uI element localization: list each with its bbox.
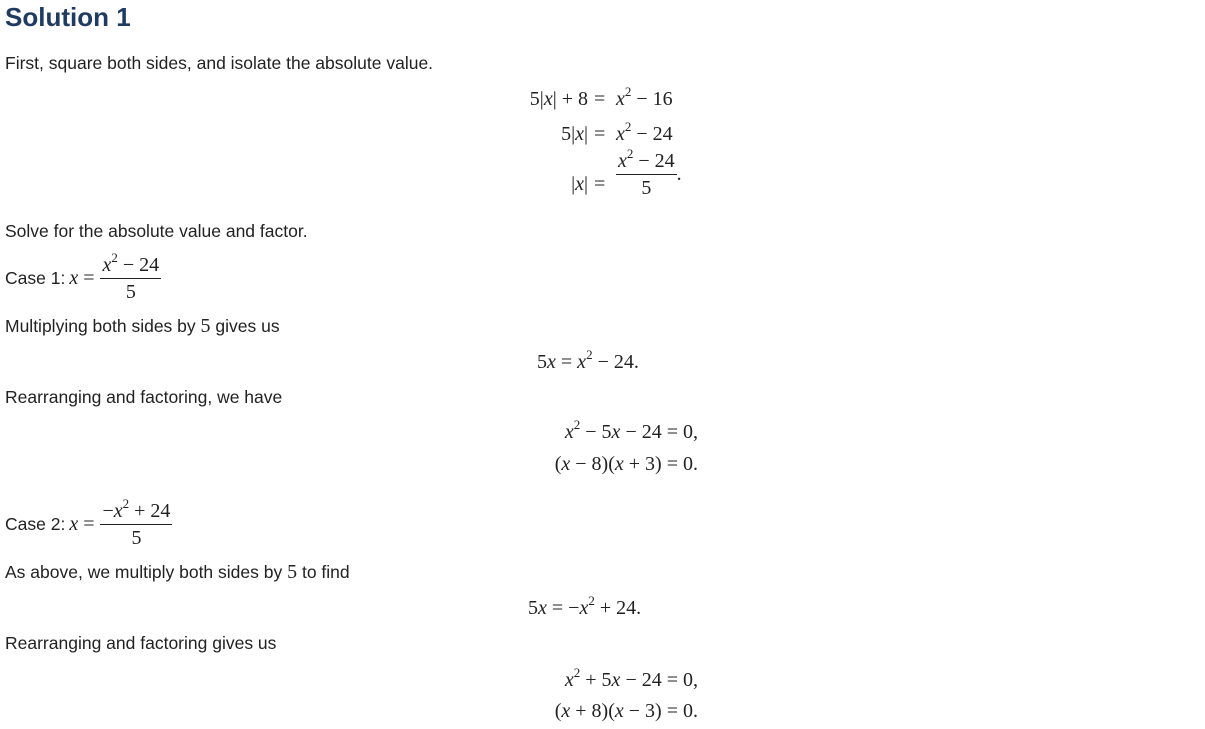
equation-3-line-1: $x^2 - 5x - 24 = 0$, bbox=[564, 417, 698, 443]
case-1-numerator: $x^2 - 24$ bbox=[102, 250, 160, 276]
eq1-line1-lhs: 5|x| + 8 bbox=[529, 88, 588, 110]
equation-4: $5x = -x^2 + 24$. bbox=[528, 593, 642, 619]
paragraph-as-above-text-b: to find bbox=[297, 562, 350, 582]
paragraph-multiply-text-b: gives us bbox=[210, 316, 280, 336]
paragraph-as-above bbox=[5, 561, 350, 583]
solution-title: Solution 1 bbox=[5, 2, 131, 32]
equation-3-line-2: (x − 8)(x + 3) = 0. bbox=[554, 453, 698, 475]
intro-paragraph: First, square both sides, and isolate the absolute value. bbox=[5, 53, 434, 73]
eq1-line2-lhs: 5|x| bbox=[561, 123, 588, 145]
paragraph-solve: Solve for the absolute value and factor. bbox=[5, 221, 308, 241]
case-1-var: x = bbox=[69, 267, 95, 289]
equation-2: $5x = x^2 - 24$. bbox=[537, 347, 639, 373]
case-2 bbox=[5, 498, 172, 551]
case-1 bbox=[5, 252, 161, 305]
equation-5-line-2: (x + 8)(x − 3) = 0. bbox=[554, 700, 698, 722]
case-2-var: x = bbox=[69, 513, 95, 535]
case-1-denominator: 5 bbox=[100, 278, 161, 305]
case-1-label: Case 1: bbox=[5, 268, 66, 288]
eq1-line1-eq: = bbox=[594, 88, 606, 110]
eq1-line1-rhs: $x^2 - 16$ bbox=[616, 84, 673, 110]
eq1-fraction-numerator: $x^2 - 24$ bbox=[618, 146, 675, 172]
eq1-line3-eq: = bbox=[594, 173, 606, 195]
eq1-line2-rhs: $x^2 - 24$ bbox=[616, 119, 673, 145]
case-2-numerator: $-x^2 + 24$ bbox=[102, 496, 171, 522]
case-2-label: Case 2: bbox=[5, 514, 66, 534]
paragraph-multiply-text-a: Multiplying both sides by bbox=[5, 316, 201, 336]
paragraph-rearranging-1: Rearranging and factoring, we have bbox=[5, 387, 283, 407]
eq1-line3-lhs: |x| bbox=[571, 173, 588, 195]
paragraph-as-above-text-a: As above, we multiply both sides by bbox=[5, 562, 288, 582]
eq1-line3-fraction: $\frac{x^2 - 24}{5}$ . bbox=[618, 146, 682, 199]
paragraph-as-above-number: 5 bbox=[287, 561, 298, 583]
case-2-denominator: 5 bbox=[100, 524, 172, 551]
eq1-line2-eq: = bbox=[594, 123, 606, 145]
eq1-fraction-denominator: 5 bbox=[616, 174, 677, 201]
paragraph-multiply bbox=[5, 315, 280, 337]
paragraph-rearranging-2: Rearranging and factoring gives us bbox=[5, 633, 277, 653]
paragraph-multiply-number: 5 bbox=[200, 315, 211, 337]
equation-5-line-1: $x^2 + 5x - 24 = 0$, bbox=[564, 665, 698, 691]
